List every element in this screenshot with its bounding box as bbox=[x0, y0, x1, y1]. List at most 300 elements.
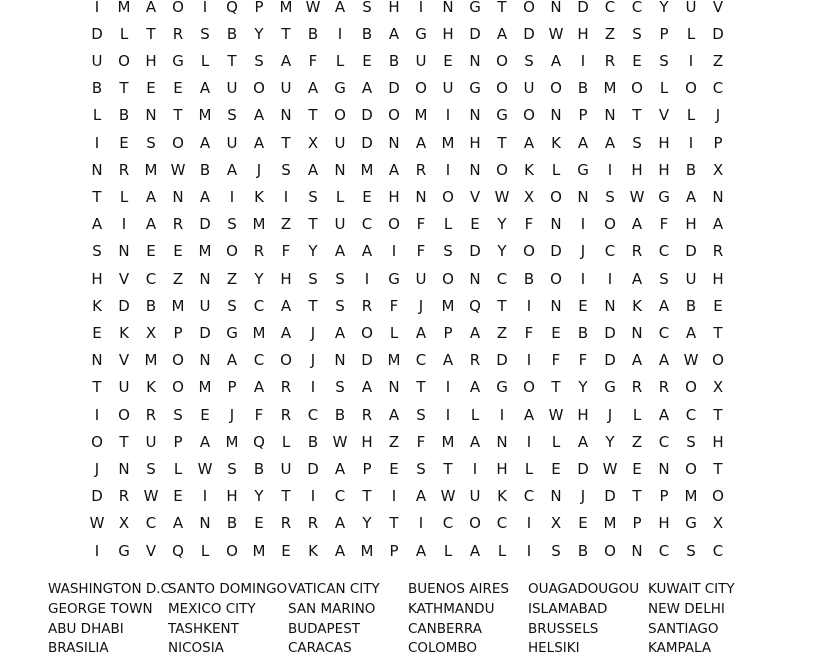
grid-letter: F bbox=[254, 405, 264, 424]
grid-letter: Z bbox=[631, 432, 643, 451]
grid-letter: I bbox=[688, 133, 694, 152]
grid-letter: O bbox=[226, 541, 238, 560]
grid-letter: N bbox=[199, 269, 211, 288]
grid-letter: Y bbox=[254, 24, 264, 43]
word-list-item: SAN MARINO bbox=[288, 601, 376, 617]
grid-letter: S bbox=[659, 51, 669, 70]
grid-letter: O bbox=[253, 79, 265, 98]
grid-letter: M bbox=[252, 541, 266, 560]
grid-letter: T bbox=[281, 487, 291, 506]
grid-letter: G bbox=[685, 514, 697, 533]
grid-letter: A bbox=[280, 323, 292, 342]
grid-letter: A bbox=[145, 215, 157, 234]
grid-letter: I bbox=[445, 378, 451, 397]
grid-letter: E bbox=[578, 514, 588, 533]
grid-letter: T bbox=[308, 215, 318, 234]
grid-letter: G bbox=[469, 0, 481, 16]
grid-letter: T bbox=[713, 323, 723, 342]
grid-letter: C bbox=[361, 215, 373, 234]
grid-letter: E bbox=[470, 215, 480, 234]
grid-letter: K bbox=[119, 323, 129, 342]
grid-letter: O bbox=[604, 541, 616, 560]
grid-letter: C bbox=[712, 79, 724, 98]
grid-letter: I bbox=[499, 405, 505, 424]
grid-letter: R bbox=[280, 514, 292, 533]
grid-letter: O bbox=[523, 0, 535, 16]
grid-letter: O bbox=[172, 0, 184, 16]
word-list-item: NEW DELHI bbox=[648, 601, 725, 617]
grid-letter: M bbox=[171, 296, 185, 315]
grid-letter: W bbox=[548, 24, 564, 43]
grid-letter: T bbox=[389, 514, 399, 533]
grid-letter: O bbox=[172, 133, 184, 152]
grid-letter: G bbox=[226, 323, 238, 342]
grid-letter: A bbox=[631, 351, 643, 370]
grid-letter: E bbox=[632, 51, 642, 70]
grid-letter: I bbox=[391, 242, 397, 261]
grid-letter: K bbox=[497, 487, 507, 506]
grid-letter: O bbox=[280, 351, 292, 370]
grid-letter: L bbox=[686, 106, 696, 125]
grid-letter: L bbox=[686, 24, 696, 43]
grid-letter: I bbox=[94, 133, 100, 152]
grid-letter: U bbox=[415, 269, 427, 288]
grid-letter: E bbox=[200, 405, 210, 424]
grid-letter: A bbox=[415, 133, 427, 152]
grid-letter: B bbox=[685, 296, 697, 315]
grid-letter: A bbox=[631, 215, 643, 234]
grid-letter: E bbox=[551, 323, 561, 342]
grid-letter: T bbox=[173, 106, 183, 125]
grid-letter: O bbox=[685, 459, 697, 478]
grid-letter: I bbox=[310, 487, 316, 506]
grid-letter: O bbox=[334, 106, 346, 125]
grid-letter: E bbox=[362, 187, 372, 206]
grid-letter: H bbox=[280, 269, 292, 288]
grid-letter: E bbox=[146, 79, 156, 98]
grid-letter: N bbox=[712, 187, 724, 206]
grid-letter: A bbox=[604, 133, 616, 152]
grid-letter: H bbox=[442, 24, 454, 43]
grid-letter: M bbox=[198, 106, 212, 125]
grid-letter: U bbox=[415, 51, 427, 70]
grid-letter: W bbox=[332, 432, 348, 451]
grid-letter: T bbox=[551, 378, 561, 397]
grid-letter: Z bbox=[172, 269, 184, 288]
grid-letter: Y bbox=[362, 514, 372, 533]
grid-letter: I bbox=[526, 514, 532, 533]
grid-letter: X bbox=[523, 187, 535, 206]
grid-letter: N bbox=[658, 459, 670, 478]
word-list-item: SANTO DOMINGO bbox=[168, 581, 288, 597]
grid-letter: S bbox=[281, 160, 291, 179]
grid-letter: N bbox=[469, 269, 481, 288]
grid-letter: S bbox=[416, 459, 426, 478]
grid-letter: A bbox=[334, 459, 346, 478]
grid-letter: N bbox=[334, 160, 346, 179]
grid-letter: A bbox=[307, 79, 319, 98]
grid-letter: P bbox=[578, 106, 588, 125]
grid-row bbox=[0, 238, 816, 265]
grid-letter: B bbox=[226, 514, 238, 533]
grid-letter: N bbox=[388, 133, 400, 152]
grid-letter: N bbox=[631, 541, 643, 560]
grid-letter: M bbox=[441, 432, 455, 451]
grid-letter: Z bbox=[604, 24, 616, 43]
grid-letter: N bbox=[145, 106, 157, 125]
grid-letter: D bbox=[577, 459, 589, 478]
grid-letter: J bbox=[94, 459, 100, 478]
grid-letter: I bbox=[229, 187, 235, 206]
grid-letter: D bbox=[496, 351, 508, 370]
grid-letter: T bbox=[92, 187, 102, 206]
grid-letter: V bbox=[658, 106, 670, 125]
grid-letter: U bbox=[118, 378, 130, 397]
grid-letter: D bbox=[550, 242, 562, 261]
grid-row bbox=[0, 0, 816, 21]
grid-letter: H bbox=[388, 0, 400, 16]
grid-letter: A bbox=[334, 514, 346, 533]
grid-letter: O bbox=[550, 79, 562, 98]
grid-letter: T bbox=[308, 106, 318, 125]
grid-letter: G bbox=[172, 51, 184, 70]
grid-letter: B bbox=[388, 51, 400, 70]
grid-letter: U bbox=[145, 432, 157, 451]
grid-letter: I bbox=[526, 432, 532, 451]
grid-letter: S bbox=[227, 459, 237, 478]
grid-letter: N bbox=[577, 187, 589, 206]
grid-letter: O bbox=[550, 187, 562, 206]
grid-letter: A bbox=[307, 160, 319, 179]
grid-letter: A bbox=[658, 405, 670, 424]
grid-letter: V bbox=[712, 0, 724, 16]
grid-letter: E bbox=[578, 296, 588, 315]
grid-letter: N bbox=[118, 242, 130, 261]
grid-letter: T bbox=[146, 24, 156, 43]
grid-letter: U bbox=[523, 79, 535, 98]
grid-letter: H bbox=[145, 51, 157, 70]
grid-letter: P bbox=[254, 0, 264, 16]
grid-letter: Q bbox=[172, 541, 184, 560]
grid-letter: P bbox=[659, 487, 669, 506]
grid-letter: M bbox=[441, 133, 455, 152]
grid-letter: U bbox=[226, 133, 238, 152]
word-list-item: SANTIAGO bbox=[648, 621, 719, 637]
grid-letter: H bbox=[658, 133, 670, 152]
grid-letter: R bbox=[658, 378, 670, 397]
grid-letter: T bbox=[713, 459, 723, 478]
grid-letter: J bbox=[580, 487, 586, 506]
grid-letter: G bbox=[469, 79, 481, 98]
grid-letter: C bbox=[442, 514, 454, 533]
word-list-item: KAMPALA bbox=[648, 640, 712, 656]
grid-letter: B bbox=[253, 459, 265, 478]
grid-letter: R bbox=[280, 378, 292, 397]
grid-letter: I bbox=[526, 541, 532, 560]
grid-letter: F bbox=[389, 296, 399, 315]
grid-letter: F bbox=[416, 242, 426, 261]
grid-letter: M bbox=[387, 351, 401, 370]
grid-letter: L bbox=[551, 160, 561, 179]
grid-letter: J bbox=[580, 242, 586, 261]
grid-letter: Z bbox=[712, 51, 724, 70]
grid-letter: V bbox=[118, 269, 130, 288]
grid-letter: R bbox=[145, 405, 157, 424]
grid-letter: H bbox=[685, 215, 697, 234]
grid-row bbox=[0, 374, 816, 401]
grid-letter: N bbox=[172, 187, 184, 206]
grid-letter: T bbox=[119, 432, 129, 451]
grid-letter: R bbox=[253, 242, 265, 261]
grid-letter: S bbox=[92, 242, 102, 261]
grid-letter: S bbox=[362, 0, 372, 16]
grid-letter: C bbox=[496, 514, 508, 533]
grid-letter: F bbox=[578, 351, 588, 370]
grid-letter: O bbox=[172, 351, 184, 370]
grid-letter: A bbox=[712, 215, 724, 234]
grid-letter: D bbox=[388, 79, 400, 98]
grid-letter: O bbox=[415, 79, 427, 98]
grid-letter: I bbox=[580, 51, 586, 70]
grid-letter: L bbox=[335, 187, 345, 206]
grid-letter: D bbox=[604, 323, 616, 342]
grid-letter: O bbox=[550, 269, 562, 288]
grid-letter: K bbox=[146, 378, 156, 397]
grid-letter: G bbox=[118, 541, 130, 560]
grid-letter: H bbox=[658, 514, 670, 533]
grid-letter: A bbox=[199, 432, 211, 451]
grid-letter: M bbox=[360, 541, 374, 560]
grid-letter: R bbox=[712, 242, 724, 261]
grid-letter: C bbox=[145, 269, 157, 288]
grid-row bbox=[0, 402, 816, 429]
grid-letter: A bbox=[685, 323, 697, 342]
grid-letter: P bbox=[173, 323, 183, 342]
grid-letter: B bbox=[91, 79, 103, 98]
grid-letter: A bbox=[280, 296, 292, 315]
grid-letter: A bbox=[469, 323, 481, 342]
grid-letter: L bbox=[119, 24, 129, 43]
grid-letter: W bbox=[197, 459, 213, 478]
grid-letter: I bbox=[94, 405, 100, 424]
grid-letter: Y bbox=[578, 378, 588, 397]
grid-letter: B bbox=[577, 79, 589, 98]
grid-letter: L bbox=[443, 541, 453, 560]
grid-letter: L bbox=[659, 79, 669, 98]
grid-letter: E bbox=[713, 296, 723, 315]
grid-letter: A bbox=[631, 269, 643, 288]
grid-letter: T bbox=[632, 106, 642, 125]
grid-letter: U bbox=[199, 296, 211, 315]
grid-letter: T bbox=[632, 487, 642, 506]
grid-letter: F bbox=[416, 215, 426, 234]
grid-letter: L bbox=[551, 432, 561, 451]
grid-letter: W bbox=[683, 351, 699, 370]
grid-letter: O bbox=[496, 79, 508, 98]
grid-letter: K bbox=[551, 133, 561, 152]
grid-letter: C bbox=[658, 541, 670, 560]
grid-letter: W bbox=[440, 487, 456, 506]
word-list-item: VATICAN CITY bbox=[288, 581, 380, 597]
grid-letter: A bbox=[199, 79, 211, 98]
grid-letter: B bbox=[334, 405, 346, 424]
grid-letter: I bbox=[580, 215, 586, 234]
grid-letter: D bbox=[199, 215, 211, 234]
word-list-item: HELSIKI bbox=[528, 640, 580, 656]
grid-row bbox=[0, 157, 816, 184]
grid-letter: E bbox=[146, 242, 156, 261]
grid-letter: M bbox=[279, 0, 293, 16]
grid-letter: I bbox=[445, 405, 451, 424]
grid-letter: X bbox=[145, 323, 157, 342]
grid-letter: A bbox=[496, 24, 508, 43]
grid-letter: Z bbox=[226, 269, 238, 288]
grid-letter: W bbox=[548, 405, 564, 424]
grid-letter: C bbox=[658, 323, 670, 342]
grid-letter: O bbox=[172, 378, 184, 397]
word-list-item: ISLAMABAD bbox=[528, 601, 608, 617]
grid-letter: F bbox=[416, 432, 426, 451]
grid-letter: K bbox=[254, 187, 264, 206]
grid-letter: A bbox=[91, 215, 103, 234]
grid-letter: N bbox=[415, 187, 427, 206]
grid-letter: Y bbox=[497, 242, 507, 261]
grid-letter: A bbox=[550, 51, 562, 70]
grid-letter: N bbox=[550, 215, 562, 234]
grid-letter: F bbox=[281, 242, 291, 261]
grid-letter: I bbox=[202, 0, 208, 16]
grid-row bbox=[0, 75, 816, 102]
grid-letter: G bbox=[496, 106, 508, 125]
grid-letter: M bbox=[252, 323, 266, 342]
grid-letter: M bbox=[252, 215, 266, 234]
grid-letter: Z bbox=[388, 432, 400, 451]
grid-letter: A bbox=[388, 160, 400, 179]
grid-row bbox=[0, 48, 816, 75]
grid-letter: N bbox=[469, 160, 481, 179]
grid-letter: L bbox=[470, 405, 480, 424]
grid-letter: E bbox=[173, 487, 183, 506]
grid-letter: U bbox=[685, 0, 697, 16]
grid-letter: J bbox=[310, 351, 316, 370]
grid-letter: I bbox=[445, 160, 451, 179]
grid-letter: R bbox=[172, 24, 184, 43]
grid-letter: E bbox=[632, 459, 642, 478]
grid-letter: A bbox=[145, 0, 157, 16]
grid-letter: C bbox=[307, 405, 319, 424]
grid-letter: W bbox=[629, 187, 645, 206]
grid-letter: B bbox=[307, 432, 319, 451]
grid-letter: D bbox=[91, 24, 103, 43]
grid-letter: D bbox=[685, 242, 697, 261]
grid-letter: A bbox=[415, 323, 427, 342]
grid-letter: A bbox=[253, 106, 265, 125]
word-list-item: MEXICO CITY bbox=[168, 601, 256, 617]
word-list-item: BUENOS AIRES bbox=[408, 581, 509, 597]
grid-letter: Y bbox=[497, 215, 507, 234]
grid-letter: A bbox=[199, 187, 211, 206]
grid-letter: B bbox=[577, 323, 589, 342]
grid-letter: A bbox=[334, 541, 346, 560]
grid-letter: A bbox=[469, 378, 481, 397]
grid-letter: D bbox=[604, 487, 616, 506]
grid-letter: G bbox=[415, 24, 427, 43]
grid-letter: K bbox=[308, 541, 318, 560]
grid-letter: E bbox=[443, 51, 453, 70]
grid-letter: I bbox=[580, 269, 586, 288]
grid-letter: M bbox=[603, 79, 617, 98]
grid-letter: A bbox=[172, 514, 184, 533]
grid-letter: S bbox=[632, 24, 642, 43]
grid-letter: N bbox=[442, 0, 454, 16]
grid-letter: A bbox=[415, 541, 427, 560]
grid-letter: A bbox=[469, 432, 481, 451]
grid-letter: B bbox=[118, 106, 130, 125]
grid-letter: G bbox=[388, 269, 400, 288]
grid-letter: I bbox=[94, 0, 100, 16]
grid-letter: V bbox=[469, 187, 481, 206]
grid-letter: O bbox=[496, 51, 508, 70]
grid-letter: B bbox=[577, 541, 589, 560]
grid-letter: G bbox=[334, 79, 346, 98]
grid-letter: N bbox=[91, 160, 103, 179]
grid-letter: F bbox=[659, 215, 669, 234]
grid-letter: M bbox=[198, 378, 212, 397]
grid-letter: P bbox=[362, 459, 372, 478]
grid-letter: E bbox=[389, 459, 399, 478]
grid-letter: Y bbox=[659, 0, 669, 16]
grid-letter: U bbox=[280, 79, 292, 98]
grid-letter: O bbox=[523, 242, 535, 261]
grid-letter: N bbox=[631, 323, 643, 342]
word-list-item: TASHKENT bbox=[168, 621, 239, 637]
grid-letter: O bbox=[442, 269, 454, 288]
grid-letter: D bbox=[577, 0, 589, 16]
grid-letter: R bbox=[469, 351, 481, 370]
grid-row bbox=[0, 347, 816, 374]
grid-row bbox=[0, 456, 816, 483]
grid-letter: A bbox=[577, 133, 589, 152]
grid-letter: P bbox=[227, 378, 237, 397]
word-list-item: WASHINGTON D.C bbox=[48, 581, 171, 597]
grid-letter: T bbox=[308, 296, 318, 315]
grid-letter: C bbox=[334, 487, 346, 506]
grid-letter: H bbox=[631, 160, 643, 179]
grid-letter: A bbox=[199, 133, 211, 152]
grid-letter: H bbox=[469, 133, 481, 152]
grid-letter: B bbox=[199, 160, 211, 179]
grid-letter: J bbox=[256, 160, 262, 179]
grid-letter: D bbox=[307, 459, 319, 478]
grid-letter: O bbox=[91, 432, 103, 451]
grid-letter: N bbox=[550, 106, 562, 125]
grid-row bbox=[0, 510, 816, 537]
grid-row bbox=[0, 21, 816, 48]
grid-letter: I bbox=[202, 487, 208, 506]
grid-letter: O bbox=[226, 242, 238, 261]
grid-letter: N bbox=[334, 351, 346, 370]
grid-letter: R bbox=[118, 160, 130, 179]
grid-letter: X bbox=[712, 160, 724, 179]
grid-letter: D bbox=[361, 106, 373, 125]
grid-letter: D bbox=[361, 351, 373, 370]
grid-letter: A bbox=[469, 541, 481, 560]
grid-letter: M bbox=[117, 0, 131, 16]
grid-letter: S bbox=[335, 378, 345, 397]
grid-letter: C bbox=[658, 432, 670, 451]
grid-letter: D bbox=[469, 24, 481, 43]
grid-row bbox=[0, 483, 816, 510]
